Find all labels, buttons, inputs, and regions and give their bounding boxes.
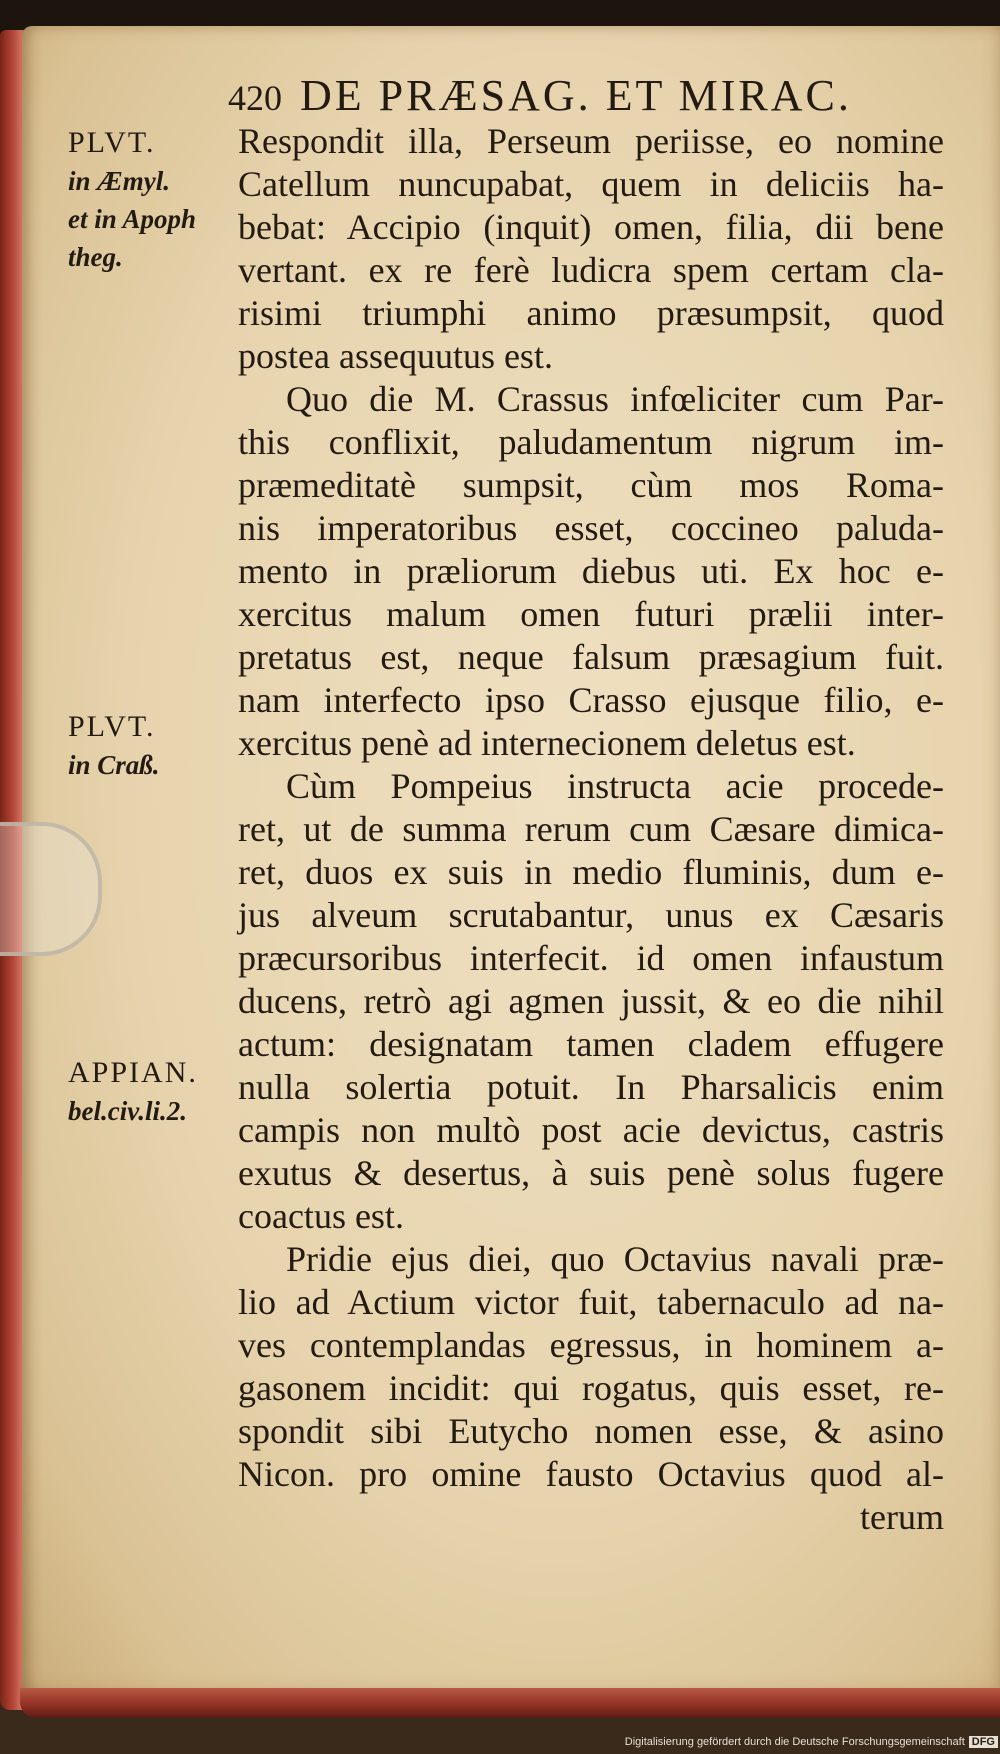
- text-line: ves contemplandas egressus, in hominem a-: [238, 1325, 944, 1365]
- text-line: spondit sibi Eutycho nomen esse, & asino: [238, 1411, 944, 1451]
- digitization-credit: [588, 1736, 998, 1748]
- page-clasp: [0, 822, 102, 956]
- marginal-note-3: [68, 1054, 236, 1130]
- marginal-note-line: theg.: [68, 242, 123, 272]
- text-line: ret, duos ex suis in medio fluminis, dum e-: [238, 852, 944, 892]
- text-line: actum: designatam tamen cladem effugere: [238, 1024, 944, 1064]
- book-bottom-edge: [20, 1688, 1000, 1718]
- text-line: postea assequutus est.: [238, 336, 553, 376]
- text-line: this conflixit, paludamentum nigrum im-: [238, 422, 944, 462]
- text-line: ducens, retrò agi agmen jussit, & eo die nihil: [238, 981, 944, 1021]
- marginal-note-line: APPIAN.: [68, 1056, 198, 1089]
- text-line: Respondit illa, Perseum periisse, eo nomine: [238, 121, 944, 161]
- text-line: gasonem incidit: qui rogatus, quis esset, re-: [238, 1368, 944, 1408]
- marginal-note-line: PLVT.: [68, 710, 156, 743]
- dfg-logo: DFG: [969, 1736, 998, 1748]
- credit-text: Digitalisierung gefördert durch die Deutsche Forschungsgemeinschaft: [624, 1736, 965, 1748]
- text-line: Cùm Pompeius instructa acie procede-: [286, 766, 944, 806]
- text-line: præcursoribus interfecit. id omen infaustum: [238, 938, 944, 978]
- text-line: Catellum nuncupabat, quem in deliciis ha-: [238, 164, 944, 204]
- text-line: ret, ut de summa rerum cum Cæsare dimica-: [238, 809, 944, 849]
- text-line: exutus & desertus, à suis penè solus fugere: [238, 1153, 944, 1193]
- catchword: terum: [860, 1497, 944, 1537]
- text-line: nis imperatoribus esset, coccineo paluda-: [238, 508, 944, 548]
- marginal-note-1: [68, 124, 236, 276]
- marginal-note-2: [68, 708, 236, 784]
- text-line: præmeditatè sumpsit, cùm mos Roma-: [238, 465, 944, 505]
- text-line: Pridie ejus diei, quo Octavius navali præ-: [286, 1239, 944, 1279]
- body-text: [238, 120, 944, 1539]
- running-title: DE PRÆSAG. ET MIRAC.: [300, 71, 852, 120]
- text-line: nam interfecto ipso Crasso ejusque filio, e-: [238, 680, 944, 720]
- text-line: xercitus penè ad internecionem deletus est.: [238, 723, 856, 763]
- marginal-note-line: et in Apoph: [68, 204, 197, 234]
- marginal-note-line: PLVT.: [68, 126, 156, 159]
- text-line: mento in præliorum diebus uti. Ex hoc e-: [238, 551, 944, 591]
- marginal-note-line: in Craß.: [68, 750, 160, 780]
- text-line: risimi triumphi animo præsumpsit, quod: [238, 293, 944, 333]
- text-line: Nicon. pro omine fausto Octavius quod al-: [238, 1454, 944, 1494]
- marginal-note-line: in Æmyl.: [68, 166, 170, 196]
- running-head: [228, 70, 928, 121]
- text-line: jus alveum scrutabantur, unus ex Cæsaris: [238, 895, 944, 935]
- text-line: Quo die M. Crassus infœliciter cum Par-: [286, 379, 944, 419]
- text-line: campis non multò post acie devictus, castris: [238, 1110, 944, 1150]
- text-line: coactus est.: [238, 1196, 404, 1236]
- text-line: bebat: Accipio (inquit) omen, filia, dii bene: [238, 207, 944, 247]
- page-number: 420: [228, 78, 282, 118]
- text-line: vertant. ex re ferè ludicra spem certam cla-: [238, 250, 944, 290]
- text-line: xercitus malum omen futuri prælii inter-: [238, 594, 944, 634]
- text-line: lio ad Actium victor fuit, tabernaculo ad na-: [238, 1282, 944, 1322]
- marginal-note-line: bel.civ.li.2.: [68, 1096, 187, 1126]
- text-line: nulla solertia potuit. In Pharsalicis enim: [238, 1067, 944, 1107]
- text-line: pretatus est, neque falsum præsagium fuit.: [238, 637, 944, 677]
